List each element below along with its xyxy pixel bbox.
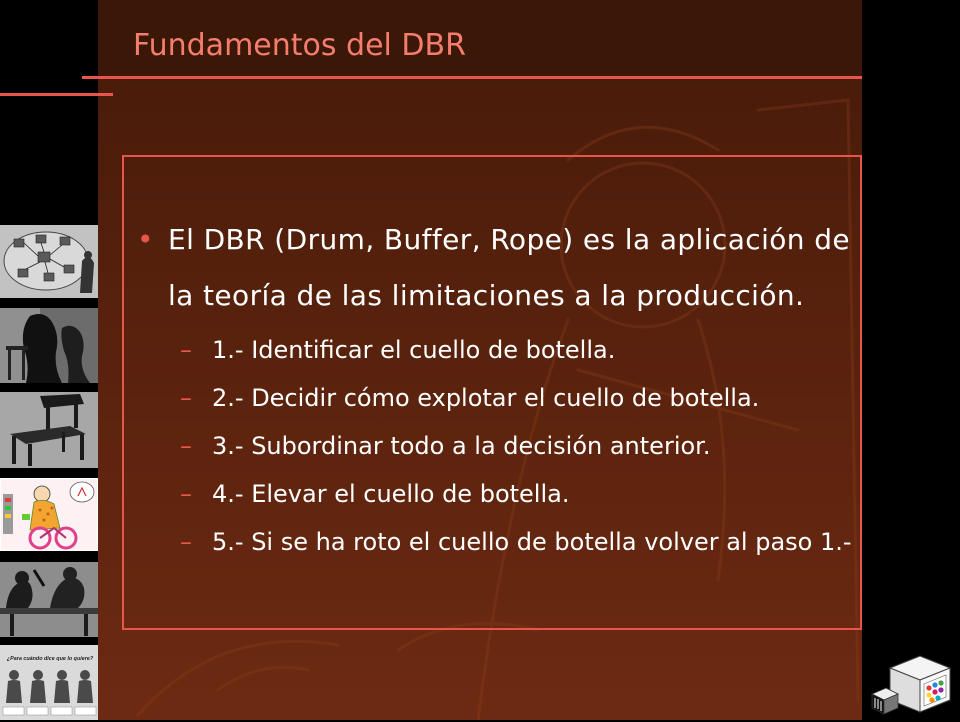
dash-marker: – xyxy=(180,384,192,412)
sidebar-thumbnail xyxy=(0,225,98,298)
isometric-box-logo-icon xyxy=(868,648,954,718)
accent-rule xyxy=(0,93,113,96)
dash-marker: – xyxy=(180,432,192,460)
title-underline xyxy=(82,76,862,79)
main-bullet xyxy=(137,212,851,324)
list-item-text: 3.- Subordinar todo a la decisión anterior. xyxy=(212,432,711,460)
brand-logo xyxy=(868,648,954,718)
slide-title: Fundamentos del DBR xyxy=(133,28,466,63)
network-diagram-icon xyxy=(0,225,98,298)
main-bullet-line: la teoría de las limitaciones a la producción. xyxy=(168,279,805,312)
list-item-text: 4.- Elevar el cuello de botella. xyxy=(212,480,570,508)
cyclist-cartoon-icon xyxy=(0,478,98,551)
list-item xyxy=(180,374,852,422)
sidebar-thumbnail xyxy=(0,392,98,468)
list-item xyxy=(180,518,852,566)
bullet-marker: • xyxy=(137,223,154,256)
workers-cartoon-icon xyxy=(0,562,98,637)
dash-marker: – xyxy=(180,528,192,556)
list-item-text: 1.- Identificar el cuello de botella. xyxy=(212,336,616,364)
sidebar-thumbnail xyxy=(0,645,98,720)
sidebar-thumbnail xyxy=(0,478,98,551)
list-item xyxy=(180,422,852,470)
list-item xyxy=(180,326,852,374)
thumbnail-caption: ¿Para cuándo dice que lo quiere? xyxy=(6,656,94,662)
content-box xyxy=(122,155,862,630)
list-item-text: 2.- Decidir cómo explotar el cuello de botella. xyxy=(212,384,760,412)
dash-marker: – xyxy=(180,480,192,508)
sidebar-thumbnail xyxy=(0,562,98,637)
sidebar-thumbnail xyxy=(0,308,98,383)
chair-icon xyxy=(0,392,98,468)
dash-marker: – xyxy=(180,336,192,364)
silhouette-figure-icon xyxy=(0,308,98,383)
sub-bullet-list xyxy=(180,326,852,566)
list-item xyxy=(180,470,852,518)
main-bullet-line: El DBR (Drum, Buffer, Rope) es la aplicación de xyxy=(168,223,851,256)
list-item-text: 5.- Si se ha roto el cuello de botella volver al paso 1.- xyxy=(212,528,852,556)
